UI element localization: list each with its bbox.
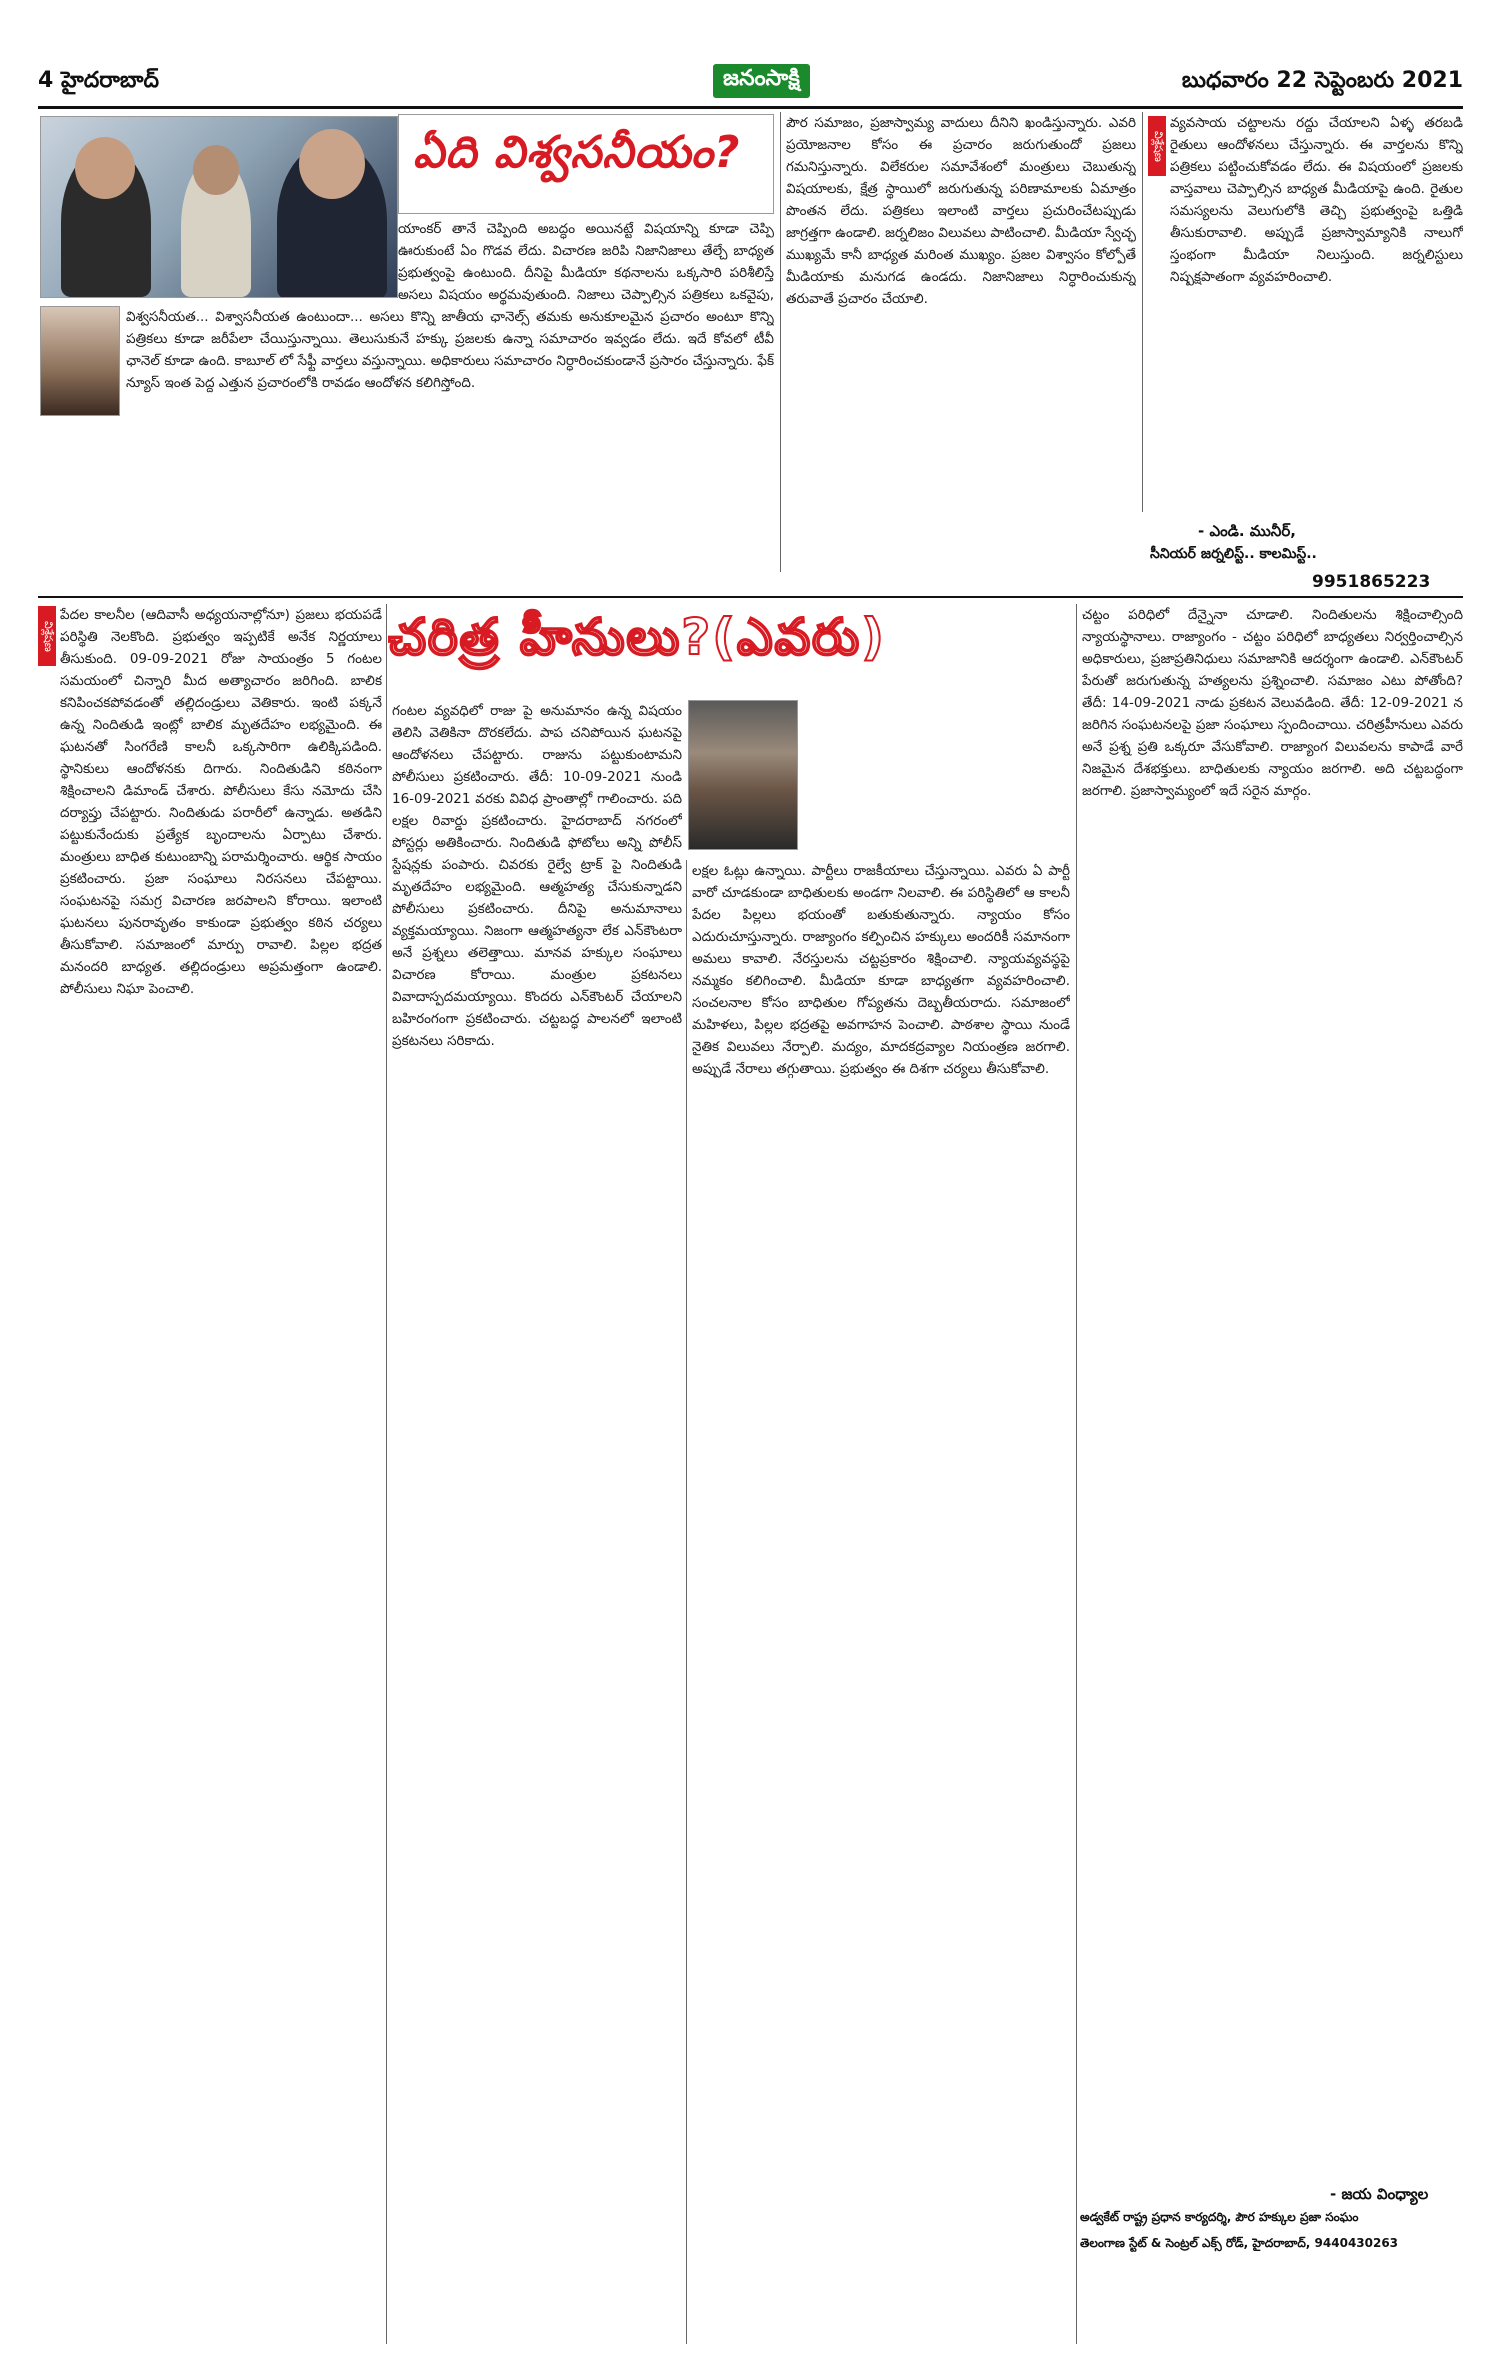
column-divider bbox=[780, 112, 781, 572]
header-rule bbox=[38, 106, 1463, 109]
article1-column-2: పౌర సమాజం, ప్రజాస్వామ్య వాదులు దీనిని ఖండిస్తున్నారు. ఎవరి ప్రయోజనాల కోసం ఈ ప్రచారం జరుగుతుందో ప్రజలు గమనిస్తున్నారు. విలేకరుల సమావేశంలో మంత్రులు చెబుతున్న విషయాలకు, క్షేత్ర స్థాయిలో జరుగుతున్న పరిణామాలకు ఏమాత్రం పొంతన లేదు. పత్రికలు ఇలాంటి వార్తలు ప్రచురించేటప్పుడు జాగ్రత్తగా ఉండాలి. జర్నలిజం విలువలు పాటించాలి. మీడియా స్వేచ్ఛ ముఖ్యమే కానీ బాధ్యత మరింత ముఖ్యం. ప్రజల విశ్వాసం కోల్పోతే మీడియాకు మనుగడ ఉండదు. నిజానిజాలు నిర్ధారించుకున్న తరువాతే ప్రచారం చేయాలి. bbox=[786, 115, 1136, 307]
column-divider bbox=[1076, 604, 1077, 2344]
article2-signature-line-1: అడ్వకేట్ రాష్ట్ర ప్రధాన కార్యదర్శి, పౌర హక్కుల ప్రజా సంఘం bbox=[1080, 2210, 1359, 2224]
author-photo-muneer bbox=[40, 306, 120, 416]
column-divider bbox=[386, 604, 387, 2344]
article1-side-tag: విశ్లేషణ bbox=[1148, 116, 1166, 176]
article2-headline: చరిత్ర హీనులు?(ఎవరు) bbox=[388, 608, 886, 666]
masthead-logo: జనంసాక్షి bbox=[713, 64, 810, 98]
article1-column-4: వ్యవసాయ చట్టాలను రద్దు చేయాలని ఏళ్ళ తరబడి రైతులు ఆందోళనలు చేస్తున్నారు. ఈ వార్తలను కొన్ని పత్రికలు పట్టించుకోవడం లేదు. ఈ విషయంలో ప్రజలకు వాస్తవాలు చెప్పాల్సిన బాధ్యత మీడియాపై ఉంది. రైతుల సమస్యలను వెలుగులోకి తెచ్చి ప్రభుత్వంపై ఒత్తిడి తీసుకురావాలి. అప్పుడే ప్రజాస్వామ్యానికి నాలుగో స్తంభంగా మీడియా నిలుస్తుంది. జర్నలిస్టులు నిష్పక్షపాతంగా వ్యవహరించాలి. bbox=[1170, 115, 1463, 285]
article1-byline-role: సీనియర్ జర్నలిస్ట్.. కాలమిస్ట్.. bbox=[1150, 546, 1317, 562]
article1-byline-name: - ఎండి. మునీర్, bbox=[1198, 522, 1296, 540]
article2-column-4: చట్టం పరిధిలో దేన్నైనా చూడాలి. నిందితులను శిక్షించాల్సింది న్యాయస్థానాలు. రాజ్యాంగం - చట్టం పరిధిలో బాధ్యతలు నిర్వర్తించాల్సిన అధికారులు, ప్రజాప్రతినిధులు సమాజానికి ఆదర్శంగా ఉండాలి. ఎన్‌కౌంటర్ పేరుతో జరుగుతున్న హత్యలను ప్రశ్నించాలి. సమాజం ఎటు పోతోంది? తేదీ: 14-09-2021 నాడు ప్రకటన వెలువడింది. తేదీ: 12-09-2021 న జరిగిన సంఘటనలపై ప్రజా సంఘాలు స్పందించాయి. చరిత్రహీనులు ఎవరు అనే ప్రశ్న ప్రతి ఒక్కరూ వేసుకోవాలి. రాజ్యాంగ విలువలను కాపాడే వారే నిజమైన దేశభక్తులు. బాధితులకు న్యాయం జరగాలి. అది చట్టబద్ధంగా జరగాలి. ప్రజాస్వామ్యంలో ఇదే సరైన మార్గం. bbox=[1082, 607, 1463, 799]
article2-accused-photo bbox=[688, 700, 798, 850]
article2-column-1: పేదల కాలనీల (ఆదివాసీ అధ్యయనాల్లోనూ) ప్రజలు భయపడే పరిస్థితి నెలకొంది. ప్రభుత్వం ఇప్పటికే అనేక నిర్ణయాలు తీసుకుంది. 09-09-2021 రోజు సాయంత్రం 5 గంటల సమయంలో చిన్నారి మీద అత్యాచారం జరిగింది. బాలిక కనిపించకపోవడంతో తల్లిదండ్రులు వెతికారు. ఇంటి పక్కనే ఉన్న నిందితుడి ఇంట్లో బాలిక మృతదేహం లభ్యమైంది. ఈ ఘటనతో సింగరేణి కాలనీ ఒక్కసారిగా ఉలిక్కిపడింది. స్థానికులు ఆందోళనకు దిగారు. నిందితుడిని కఠినంగా శిక్షించాలని డిమాండ్ చేశారు. పోలీసులు కేసు నమోదు చేసి దర్యాప్తు చేపట్టారు. నిందితుడు పరారీలో ఉన్నాడు. అతడిని పట్టుకునేందుకు ప్రత్యేక బృందాలను ఏర్పాటు చేశారు. మంత్రులు బాధిత కుటుంబాన్ని పరామర్శించారు. ఆర్థిక సాయం ప్రకటించారు. ప్రజా సంఘాలు నిరసనలు చేపట్టాయి. సంఘటనపై సమగ్ర విచారణ జరపాలని కోరాయి. ఇలాంటి ఘటనలు పునరావృతం కాకుండా ప్రభుత్వం కఠిన చర్యలు తీసుకోవాలి. సమాజంలో మార్పు రావాలి. పిల్లల భద్రత మనందరి బాధ్యత. తల్లిదండ్రులు అప్రమత్తంగా ఉండాలి. పోలీసులు నిఘా పెంచాలి. bbox=[60, 607, 382, 997]
article2-side-tag: విశ్లేషణ bbox=[38, 606, 56, 666]
article2-signature-line-2: తెలంగాణ స్టేట్ & సెంట్రల్ ఎక్స్ రోడ్, హైదరాబాద్, 9440430263 bbox=[1080, 2236, 1399, 2250]
city-name: హైదరాబాద్ bbox=[60, 68, 159, 93]
article1-column-1a: యాంకర్ తానే చెప్పింది అబద్ధం అయినట్టే విషయాన్ని కూడా చెప్పి ఊరుకుంటే ఏం గొడవ లేదు. విచారణ జరిపి నిజానిజాలు తేల్చే బాధ్యత ప్రభుత్వంపై ఉంటుంది. దీనిపై మీడియా కథనాలను ఒక్కసారి పరిశీలిస్తే అసలు విషయం అర్థమవుతుంది. నిజాలు చెప్పాల్సిన పత్రికలు ఒకవైపు, bbox=[398, 221, 774, 303]
article1-headline: ఏది విశ్వసనీయం? bbox=[413, 127, 741, 178]
section-divider bbox=[38, 596, 1463, 598]
article1-headline-box bbox=[398, 114, 774, 214]
article2-column-2: గంటల వ్యవధిలో రాజు పై అనుమానం ఉన్న విషయం తెలిసి వెతికినా దొరకలేదు. పాప చనిపోయిన ఘటనపై ఆందోళనలు చేపట్టారు. రాజును పట్టుకుంటామని పోలీసులు ప్రకటించారు. తేదీ: 10-09-2021 నుండి 16-09-2021 వరకు వివిధ ప్రాంతాల్లో గాలించారు. పది లక్షల రివార్డు ప్రకటించారు. హైదరాబాద్ నగరంలో పోస్టర్లు అతికించారు. నిందితుడి ఫోటోలు అన్ని పోలీస్ స్టేషన్లకు పంపారు. చివరకు రైల్వే ట్రాక్ పై నిందితుడి మృతదేహం లభ్యమైంది. ఆత్మహత్య చేసుకున్నాడని పోలీసులు ప్రకటించారు. దీనిపై అనుమానాలు వ్యక్తమయ్యాయి. నిజంగా ఆత్మహత్యనా లేక ఎన్‌కౌంటరా అనే ప్రశ్నలు తలెత్తాయి. మానవ హక్కుల సంఘాలు విచారణ కోరాయి. మంత్రుల ప్రకటనలు వివాదాస్పదమయ్యాయి. కొందరు ఎన్‌కౌంటర్ చేయాలని బహిరంగంగా ప్రకటించారు. చట్టబద్ధ పాలనలో ఇలాంటి ప్రకటనలు సరికాదు. bbox=[392, 703, 682, 1049]
page-header bbox=[38, 64, 1463, 104]
article2-column-3: లక్షల ఓట్లు ఉన్నాయి. పార్టీలు రాజకీయాలు చేస్తున్నాయి. ఎవరు ఏ పార్టీ వారో చూడకుండా బాధితులకు అండగా నిలవాలి. ఈ పరిస్థితిలో ఆ కాలనీ పేదల పిల్లలు భయంతో బతుకుతున్నారు. న్యాయం కోసం ఎదురుచూస్తున్నారు. రాజ్యాంగం కల్పించిన హక్కులు అందరికీ సమానంగా అమలు కావాలి. నేరస్తులను చట్టప్రకారం శిక్షించాలి. న్యాయవ్యవస్థపై నమ్మకం కలిగించాలి. మీడియా కూడా బాధ్యతగా వ్యవహరించాలి. సంచలనాల కోసం బాధితుల గోప్యతను దెబ్బతీయరాదు. సమాజంలో మహిళలు, పిల్లల భద్రతపై అవగాహన పెంచాలి. పాఠశాల స్థాయి నుండే నైతిక విలువలు నేర్పాలి. మద్యం, మాదకద్రవ్యాల నియంత్రణ జరగాలి. అప్పుడే నేరాలు తగ్గుతాయి. ప్రభుత్వం ఈ దిశగా చర్యలు తీసుకోవాలి. bbox=[692, 863, 1070, 1077]
article1-byline-phone: 9951865223 bbox=[1312, 572, 1431, 592]
article2-signature-name: - జయ వింధ్యాల bbox=[1330, 2185, 1429, 2203]
page-number-city bbox=[38, 68, 159, 98]
article1-column-1b: విశ్వసనీయత... విశ్వాసనీయత ఉంటుందా... అసలు కొన్ని జాతీయ ఛానెల్స్ తమకు అనుకూలమైన ప్రచారం అంటూ కొన్ని పత్రికలు కూడా జరీపేలా చేయిస్తున్నాయి. తెలుసుకునే హక్కు ప్రజలకు ఉన్నా సమాచారం ఇవ్వడం లేదు. ఇదే కోవలో టీవీ ఛానెల్ కూడా ఉంది. కాబూల్ లో సేఫ్టీ వార్తలు వస్తున్నాయి. అధికారులు సమాచారం నిర్ధారించకుండానే ప్రసారం చేస్తున్నారు. ఫేక్ న్యూస్ ఇంత పెద్ద ఎత్తున ప్రచారంలోకి రావడం ఆందోళన కలిగిస్తోంది. bbox=[126, 309, 774, 391]
column-divider bbox=[686, 860, 687, 2344]
page-number: 4 bbox=[38, 68, 54, 93]
column-divider bbox=[1142, 112, 1143, 512]
issue-date: బుధవారం 22 సెప్టెంబరు 2021 bbox=[1181, 68, 1463, 93]
article1-main-photo bbox=[40, 116, 398, 298]
